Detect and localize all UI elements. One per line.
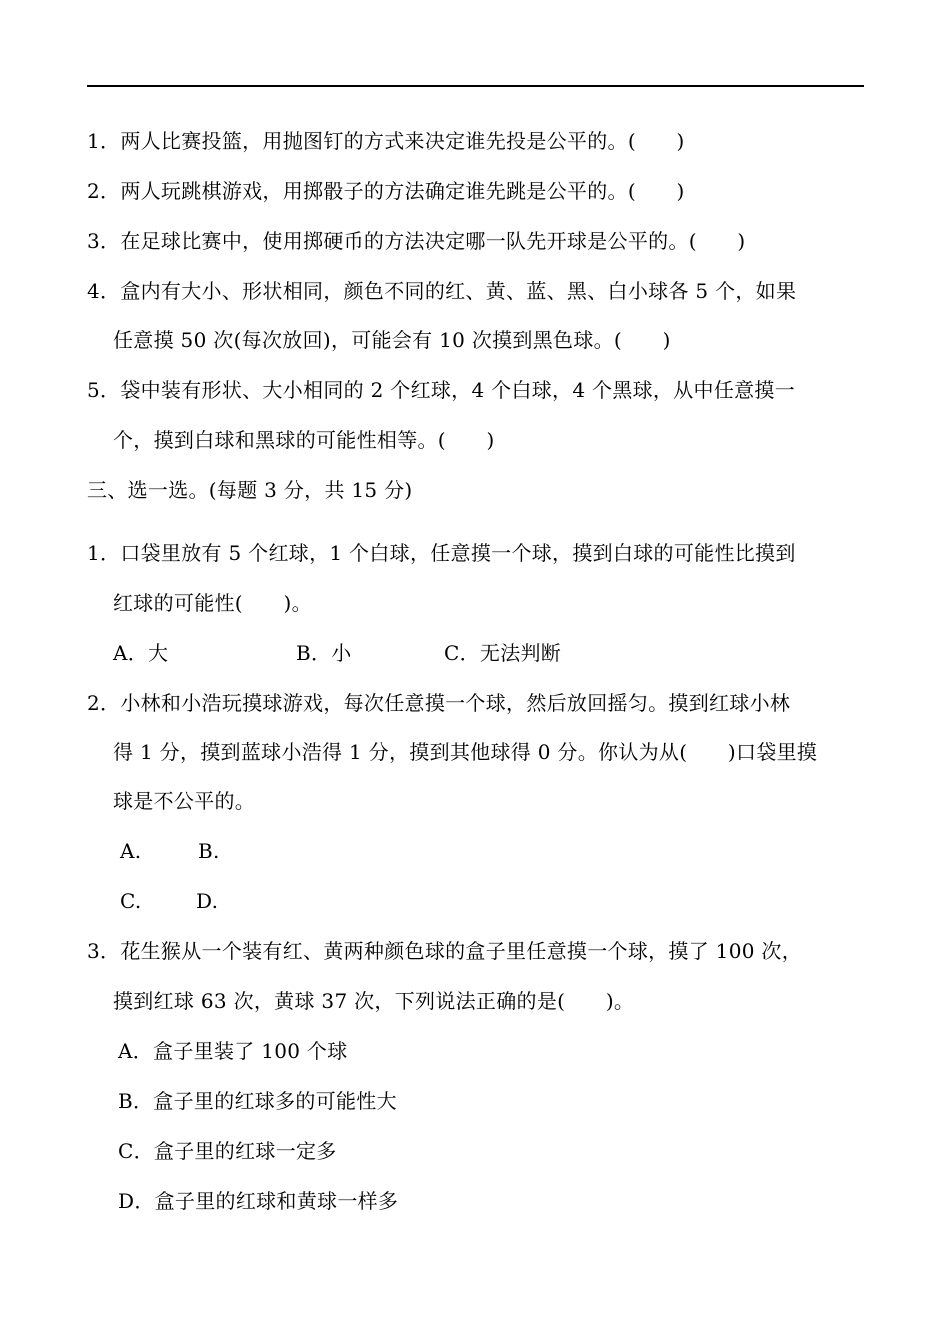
mc-question-1-line-1: 1．口袋里放有 5 个红球，1 个白球，任意摸一个球，摸到白球的可能性比摸到 [87,541,796,565]
mc-question-2-option-c: C. [120,889,142,913]
tf-question-1: 1．两人比赛投篮，用抛图钉的方式来决定谁先投是公平的。( ) [87,129,685,153]
tf-question-5-line-2: 个，摸到白球和黑球的可能性相等。( ) [113,428,495,452]
mc-question-3-line-2: 摸到红球 63 次，黄球 37 次，下列说法正确的是( )。 [113,989,635,1013]
tf-question-3: 3．在足球比赛中，使用掷硬币的方法决定哪一队先开球是公平的。( ) [87,229,746,253]
mc-question-2-option-b: B. [198,839,220,863]
top-rule [87,85,864,87]
option-b: B．小 [296,641,352,665]
mc-question-3-option-a: A．盒子里装了 100 个球 [118,1039,348,1063]
mc-question-2-line-3: 球是不公平的。 [113,789,256,813]
tf-question-4-line-2: 任意摸 50 次(每次放回)，可能会有 10 次摸到黑色球。( ) [113,328,671,352]
mc-question-3-option-d: D．盒子里的红球和黄球一样多 [118,1189,399,1213]
tf-question-2: 2．两人玩跳棋游戏，用掷骰子的方法确定谁先跳是公平的。( ) [87,179,685,203]
mc-question-3-option-b: B．盒子里的红球多的可能性大 [118,1089,397,1113]
mc-question-1-line-2: 红球的可能性( )。 [113,591,312,615]
tf-question-5-line-1: 5．袋中装有形状、大小相同的 2 个红球，4 个白球，4 个黑球，从中任意摸一 [87,378,796,402]
mc-question-2-line-2: 得 1 分，摸到蓝球小浩得 1 分，摸到其他球得 0 分。你认为从( )口袋里摸 [113,740,818,764]
mc-question-2-option-d: D. [196,889,219,913]
mc-question-2-option-a: A. [120,839,142,863]
option-a: A．大 [113,641,169,665]
mc-question-3-line-1: 3．花生猴从一个装有红、黄两种颜色球的盒子里任意摸一个球，摸了 100 次， [87,939,803,963]
mc-question-3-option-c: C．盒子里的红球一定多 [118,1139,337,1163]
section-3-title: 三、选一选。(每题 3 分，共 15 分) [87,478,413,502]
option-c: C．无法判断 [444,641,562,665]
mc-question-2-line-1: 2．小林和小浩玩摸球游戏，每次任意摸一个球，然后放回摇匀。摸到红球小林 [87,691,791,715]
tf-question-4-line-1: 4．盒内有大小、形状相同，颜色不同的红、黄、蓝、黑、白小球各 5 个，如果 [87,279,797,303]
